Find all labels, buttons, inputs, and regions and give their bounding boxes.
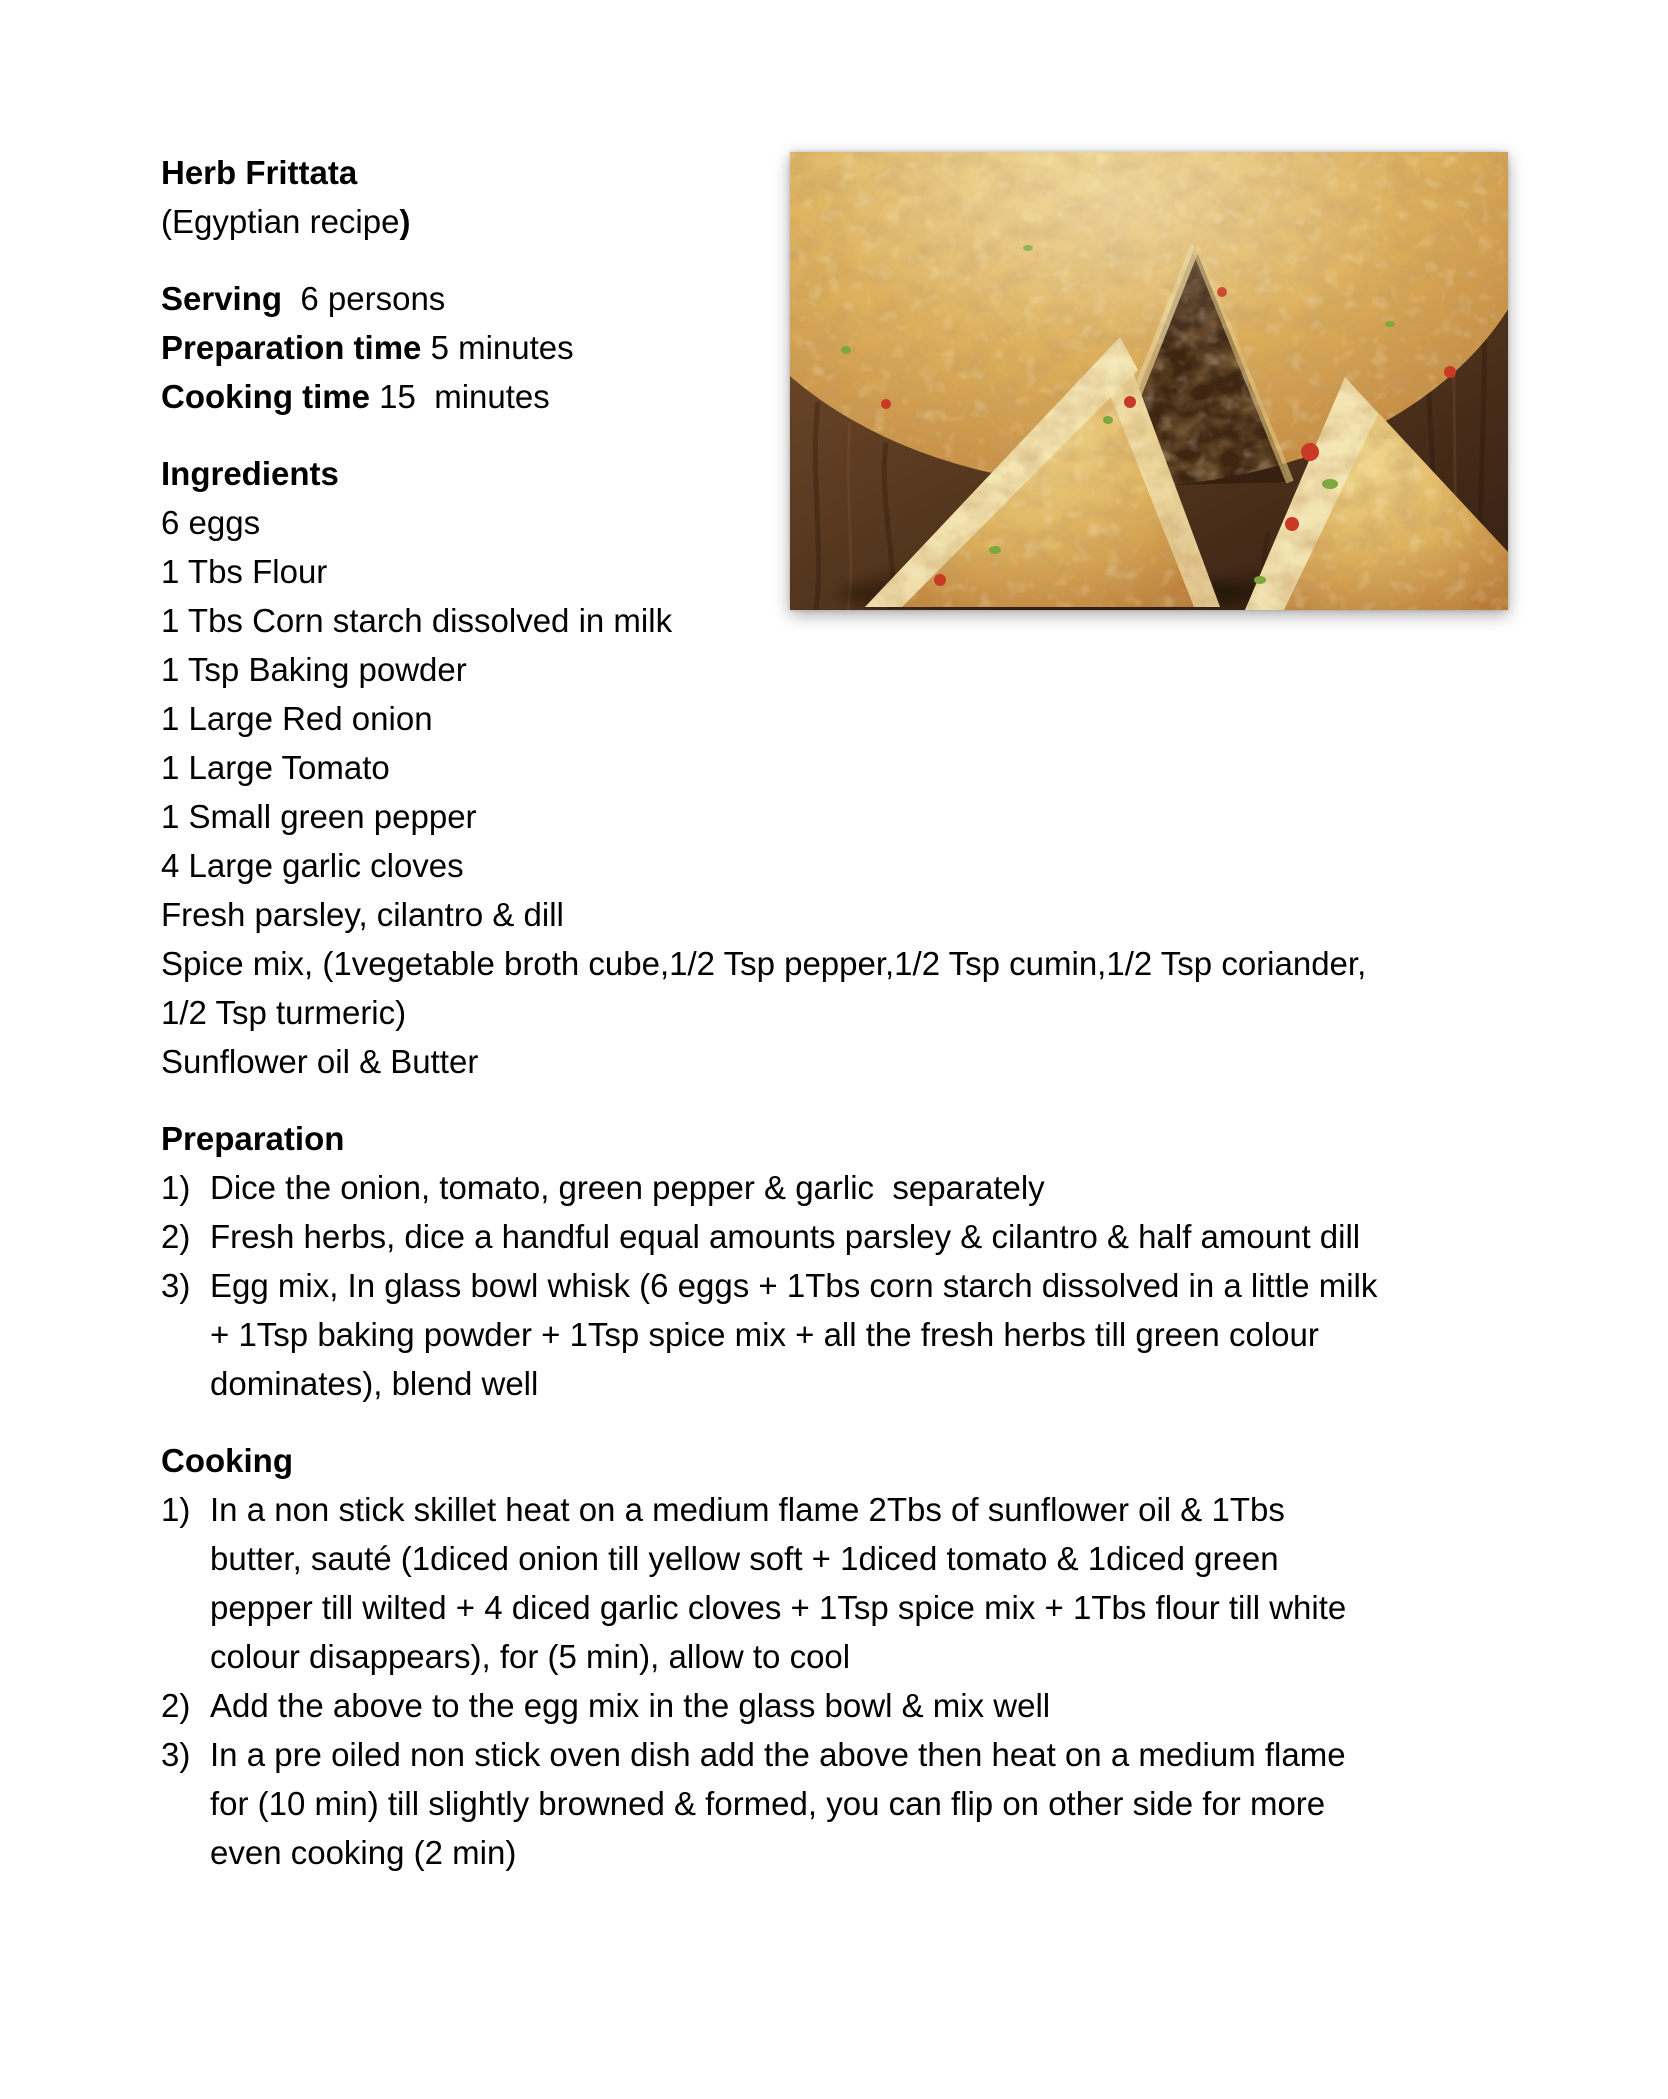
cook-time-line bbox=[161, 372, 1641, 421]
step-number: 1) bbox=[161, 1491, 191, 1528]
ingredient-line: Fresh parsley, cilantro & dill bbox=[161, 896, 564, 933]
ingredient-line: 1 Tbs Corn starch dissolved in milk bbox=[161, 602, 673, 639]
ingredient-line: Sunflower oil & Butter bbox=[161, 1043, 479, 1080]
step-number: 3) bbox=[161, 1267, 191, 1304]
cooking-step-1 bbox=[161, 1485, 1641, 1681]
step-number: 2) bbox=[161, 1687, 191, 1724]
cooking-heading: Cooking bbox=[161, 1442, 293, 1479]
prep-time-line bbox=[161, 323, 1641, 372]
ingredient-line: Spice mix, (1vegetable broth cube,1/2 Tsp pepper,1/2 Tsp cumin,1/2 Tsp coriander, bbox=[161, 945, 1367, 982]
serving-label: Serving bbox=[161, 280, 283, 317]
step-line: Add the above to the egg mix in the glass bowl & mix well bbox=[210, 1687, 1051, 1724]
serving-line bbox=[161, 274, 1641, 323]
preparation-step-3 bbox=[161, 1261, 1641, 1408]
cooking-step-2 bbox=[161, 1681, 1641, 1730]
step-number: 3) bbox=[161, 1736, 191, 1773]
preparation-step-1 bbox=[161, 1163, 1641, 1212]
step-number: 1) bbox=[161, 1169, 191, 1206]
blank-line bbox=[161, 1408, 1641, 1436]
step-line: In a non stick skillet heat on a medium flame 2Tbs of sunflower oil & 1Tbs bbox=[210, 1491, 1285, 1528]
step-line: Egg mix, In glass bowl whisk (6 eggs + 1Tbs corn starch dissolved in a little milk bbox=[210, 1267, 1378, 1304]
ingredient-line: 1 Large Tomato bbox=[161, 749, 390, 786]
step-line: Dice the onion, tomato, green pepper & garlic separately bbox=[210, 1169, 1045, 1206]
ingredient-line: 1/2 Tsp turmeric) bbox=[161, 994, 407, 1031]
recipe-title: Herb Frittata bbox=[161, 154, 358, 191]
ingredient-line: 6 eggs bbox=[161, 504, 261, 541]
step-line: butter, sauté (1diced onion till yellow soft + 1diced tomato & 1diced green bbox=[210, 1540, 1279, 1577]
step-number: 2) bbox=[161, 1218, 191, 1255]
serving-value: 6 persons bbox=[282, 280, 446, 317]
preparation-step-2 bbox=[161, 1212, 1641, 1261]
cooking-step-3 bbox=[161, 1730, 1641, 1877]
step-line: In a pre oiled non stick oven dish add the above then heat on a medium flame bbox=[210, 1736, 1346, 1773]
recipe-subtitle bbox=[161, 197, 1641, 246]
step-line: even cooking (2 min) bbox=[210, 1834, 517, 1871]
prep-time-label: Preparation time bbox=[161, 329, 422, 366]
ingredient-line: 1 Small green pepper bbox=[161, 798, 477, 835]
recipe-document bbox=[161, 148, 1641, 1877]
step-line: colour disappears), for (5 min), allow to cool bbox=[210, 1638, 851, 1675]
ingredients-heading: Ingredients bbox=[161, 455, 339, 492]
cook-time-value: 15 minutes bbox=[370, 378, 550, 415]
blank-line bbox=[161, 246, 1641, 274]
blank-line bbox=[161, 421, 1641, 449]
ingredient-line: 1 Tbs Flour bbox=[161, 553, 328, 590]
step-line: + 1Tsp baking powder + 1Tsp spice mix + all the fresh herbs till green colour bbox=[210, 1316, 1319, 1353]
subtitle-text: (Egyptian recipe bbox=[161, 203, 400, 240]
preparation-heading: Preparation bbox=[161, 1120, 345, 1157]
prep-time-value: 5 minutes bbox=[421, 329, 574, 366]
ingredient-line: 1 Large Red onion bbox=[161, 700, 433, 737]
blank-line bbox=[161, 1086, 1641, 1114]
step-line: for (10 min) till slightly browned & formed, you can flip on other side for more bbox=[210, 1785, 1326, 1822]
cook-time-label: Cooking time bbox=[161, 378, 371, 415]
step-line: Fresh herbs, dice a handful equal amounts parsley & cilantro & half amount dill bbox=[210, 1218, 1361, 1255]
subtitle-close-paren: ) bbox=[399, 203, 411, 240]
step-line: dominates), blend well bbox=[210, 1365, 539, 1402]
ingredient-line: 1 Tsp Baking powder bbox=[161, 651, 467, 688]
step-line: pepper till wilted + 4 diced garlic cloves + 1Tsp spice mix + 1Tbs flour till white bbox=[210, 1589, 1347, 1626]
ingredient-line: 4 Large garlic cloves bbox=[161, 847, 464, 884]
